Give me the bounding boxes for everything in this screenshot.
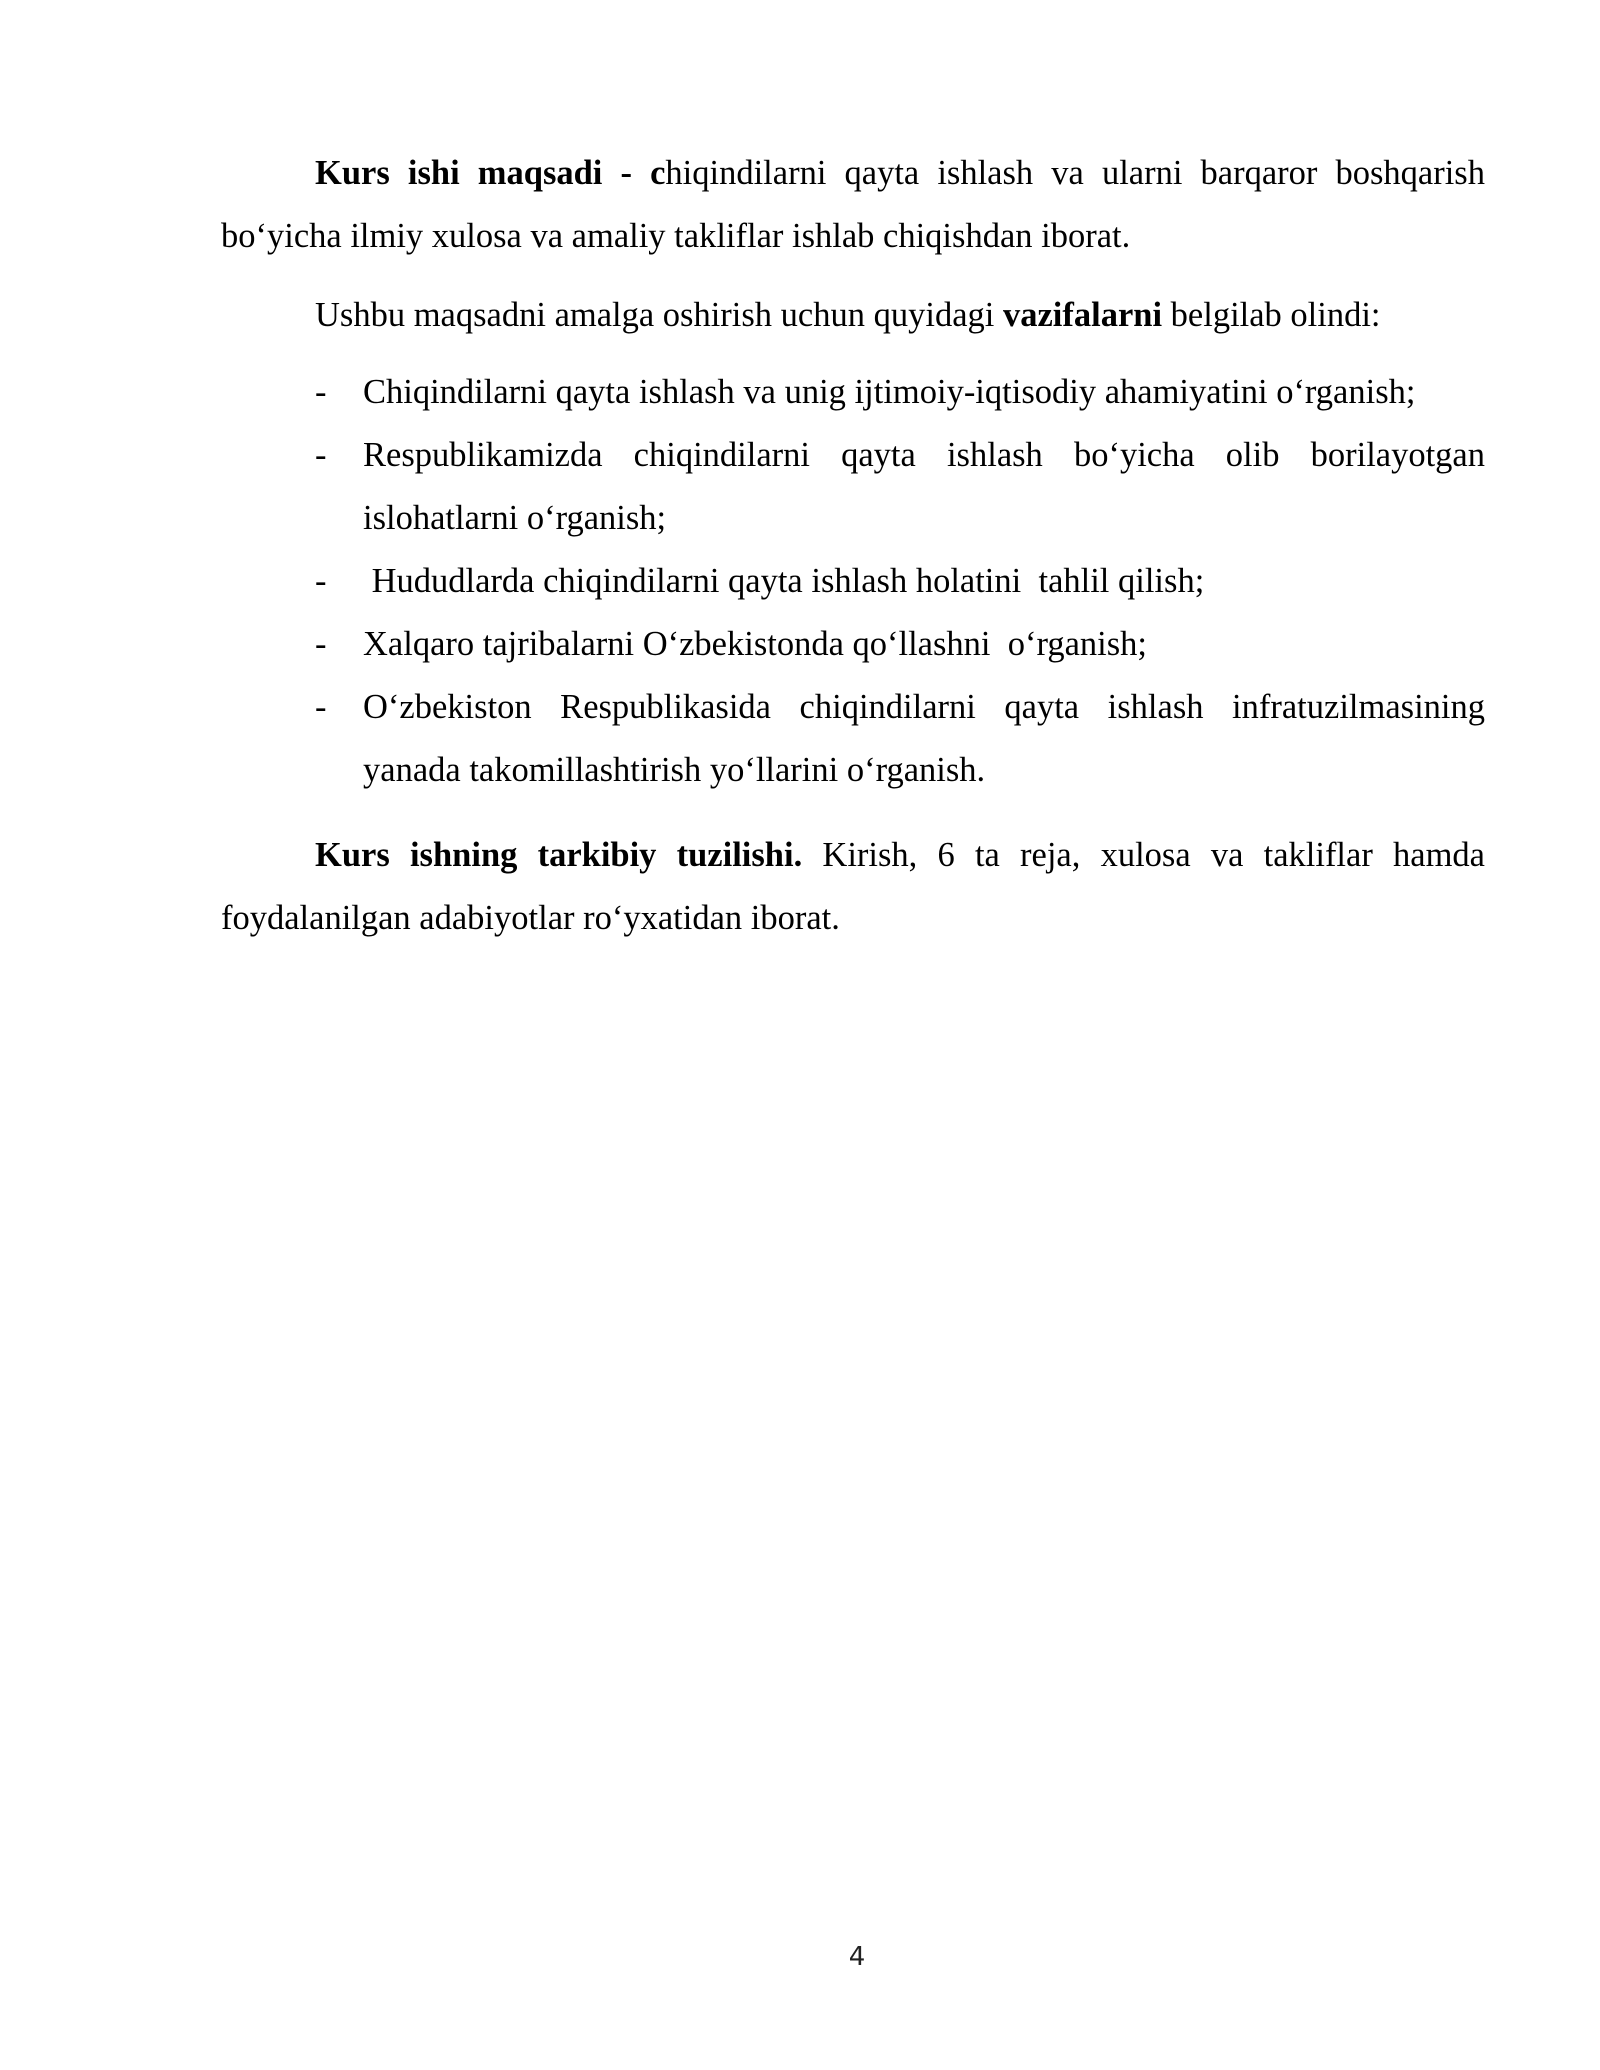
list-dash: -	[315, 562, 327, 600]
list-item	[221, 676, 1485, 802]
structure-paragraph	[221, 824, 1485, 950]
structure-text: Kirish, 6 ta reja, xulosa va takliflar hamda foydalanilgan adabiyotlar ro‘yxatidan iborat.	[221, 836, 1485, 937]
list-item-text: Chiqindilarni qayta ishlash va unig ijtimoiy-iqtisodiy ahamiyatini o‘rganish;	[363, 373, 1416, 411]
list-item-text: Hududlarda chiqindilarni qayta ishlash holatini tahlil qilish;	[363, 562, 1205, 600]
list-item-text: Respublikamizda chiqindilarni qayta ishlash bo‘yicha olib borilayotgan islohatlarni o‘rganish;	[363, 436, 1485, 537]
list-item	[221, 550, 1485, 613]
list-item	[221, 361, 1485, 424]
structure-label: Kurs ishning tarkibiy tuzilishi.	[315, 836, 803, 874]
purpose-label: Kurs ishi maqsadi - c	[315, 154, 666, 192]
list-item	[221, 613, 1485, 676]
document-page	[221, 142, 1485, 950]
purpose-text: hiqindilarni qayta ishlash va ularni barqaror boshqarish bo‘yicha ilmiy xulosa va amaliy takliflar ishlab chiqishdan iborat.	[221, 154, 1485, 255]
list-item	[221, 424, 1485, 550]
tasks-intro-after: belgilab olindi:	[1162, 296, 1381, 334]
tasks-list	[221, 361, 1485, 802]
list-dash: -	[315, 688, 327, 726]
list-dash: -	[315, 436, 327, 474]
page-number: 4	[848, 1942, 866, 1972]
list-item-text: O‘zbekiston Respublikasida chiqindilarni qayta ishlash infratuzilmasining yanada takomillashtirish yo‘llarini o‘rganish.	[363, 688, 1485, 789]
tasks-intro-paragraph	[221, 284, 1485, 347]
list-item-text: Xalqaro tajribalarni O‘zbekistonda qo‘llashni o‘rganish;	[363, 625, 1148, 663]
purpose-paragraph	[221, 142, 1485, 268]
tasks-intro-bold: vazifalarni	[1002, 296, 1163, 334]
list-dash: -	[315, 373, 327, 411]
list-dash: -	[315, 625, 327, 663]
tasks-intro-before: Ushbu maqsadni amalga oshirish uchun quyidagi	[315, 296, 1003, 334]
